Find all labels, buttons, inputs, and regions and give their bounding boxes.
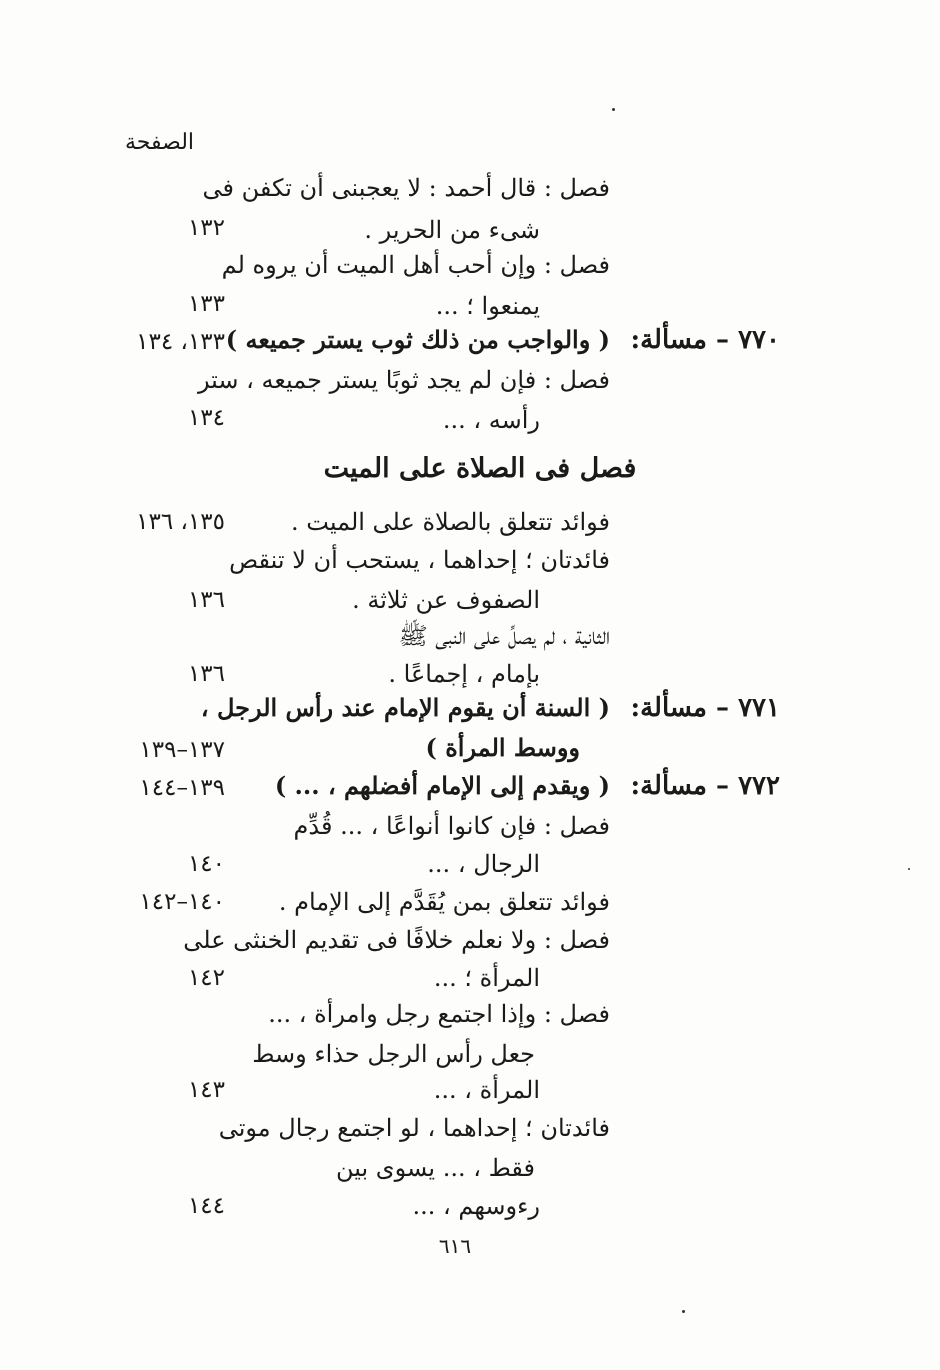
entry-line: الصفوف عن ثلاثة . bbox=[352, 586, 540, 614]
masala-text: ووسط المرأة ) bbox=[425, 733, 580, 762]
entry-line: فصل : فإن كانوا أنواعًا ، ... قُدِّم bbox=[293, 812, 610, 840]
page-reference: ١٣٢ bbox=[187, 215, 225, 241]
entry-line: بإمام ، إجماعًا . bbox=[388, 660, 540, 688]
page-reference: ١٣٣، ١٣٤ bbox=[136, 329, 225, 355]
page-reference: ١٣٤ bbox=[187, 405, 225, 431]
page-reference: ١٤٤ bbox=[187, 1193, 225, 1219]
entry-line: جعل رأس الرجل حذاء وسط bbox=[252, 1040, 535, 1068]
entry-line: فائدتان ؛ إحداهما ، لو اجتمع رجال موتى bbox=[218, 1114, 610, 1142]
page-reference: ١٤٠–١٤٢ bbox=[139, 889, 225, 915]
entry-line: يمنعوا ؛ ... bbox=[435, 292, 540, 320]
masala-text: ( السنة أن يقوم الإمام عند رأس الرجل ، bbox=[200, 693, 610, 722]
entry-line: فصل : ولا نعلم خلافًا فى تقديم الخنثى على bbox=[183, 926, 610, 954]
entry-line: الرجال ، ... bbox=[427, 850, 540, 878]
entry-line: المرأة ، ... bbox=[433, 1076, 540, 1104]
footer-page-number: ٦١٦ bbox=[438, 1234, 472, 1258]
entry-line: فصل : وإن أحب أهل الميت أن يروه لم bbox=[221, 251, 610, 279]
scan-speck bbox=[612, 108, 615, 111]
entry-line: شىء من الحرير . bbox=[364, 216, 540, 244]
masala-number: ٧٧١ – مسألة: bbox=[630, 693, 780, 723]
entry-line: رأسه ، ... bbox=[442, 406, 540, 434]
entry-line: فائدتان ؛ إحداهما ، يستحب أن لا تنقص bbox=[229, 546, 610, 574]
entry-line: رءوسهم ، ... bbox=[412, 1192, 540, 1220]
entry-line: الثانية ، لم يصلِّ على النبى ﷺ bbox=[398, 622, 610, 650]
masala-number: ٧٧٢ – مسألة: bbox=[630, 771, 780, 801]
page-reference: ١٣٦ bbox=[187, 587, 225, 613]
entry-line: فوائد تتعلق بمن يُقَدَّم إلى الإمام . bbox=[278, 888, 610, 916]
page-reference: ١٣٥، ١٣٦ bbox=[136, 509, 225, 535]
entry-line: فصل : فإن لم يجد ثوبًا يستر جميعه ، ستر bbox=[197, 366, 610, 394]
entry-line: فصل : وإذا اجتمع رجل وامرأة ، ... bbox=[268, 1000, 610, 1028]
masala-text: ( ويقدم إلى الإمام أفضلهم ، ... ) bbox=[274, 771, 610, 800]
page-reference: ١٤٠ bbox=[187, 851, 225, 877]
entry-line: المرأة ؛ ... bbox=[433, 964, 540, 992]
scan-speck bbox=[682, 1310, 685, 1313]
page-reference: ١٣٩–١٤٤ bbox=[139, 775, 225, 801]
page-reference: ١٣٧–١٣٩ bbox=[139, 737, 225, 763]
scan-speck bbox=[908, 868, 910, 870]
page-reference: ١٤٣ bbox=[187, 1077, 225, 1103]
page-reference: ١٤٢ bbox=[187, 965, 225, 991]
entry-line: فوائد تتعلق بالصلاة على الميت . bbox=[291, 508, 610, 536]
entry-line: فصل : قال أحمد : لا يعجبنى أن تكفن فى bbox=[202, 174, 610, 202]
section-heading: فصل فى الصلاة على الميت bbox=[323, 453, 637, 484]
entry-line: فقط ، ... يسوى بين bbox=[335, 1154, 535, 1182]
masala-text: ( والواجب من ذلك ثوب يستر جميعه ) bbox=[225, 325, 610, 354]
page-column-header: الصفحة bbox=[125, 130, 195, 155]
page-reference: ١٣٦ bbox=[187, 661, 225, 687]
masala-number: ٧٧٠ – مسألة: bbox=[630, 325, 780, 355]
page-reference: ١٣٣ bbox=[187, 291, 225, 317]
